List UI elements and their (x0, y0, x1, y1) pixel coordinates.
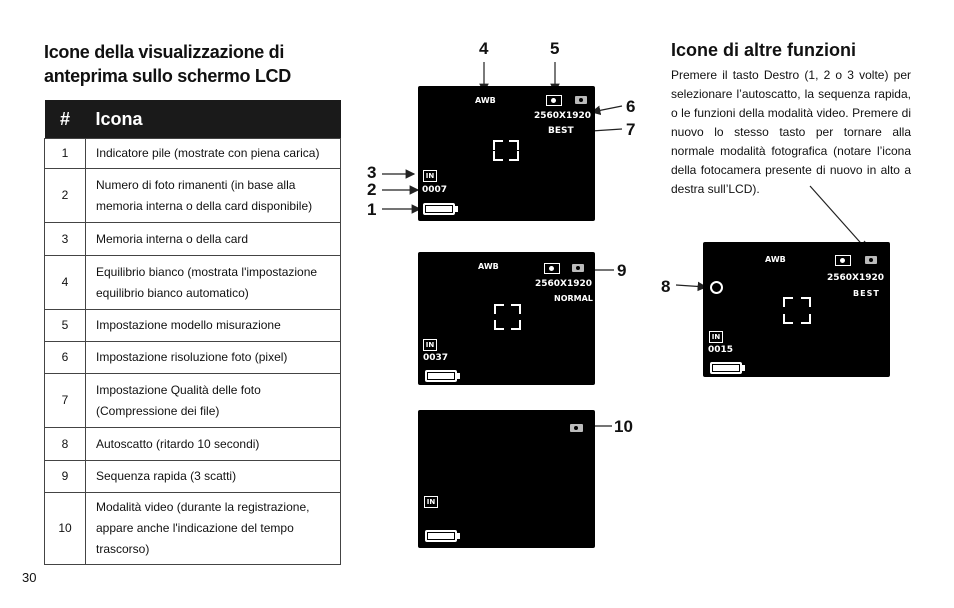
metering-icon (835, 255, 851, 266)
focus-bracket (509, 140, 519, 150)
right-section-title: Icone di altre funzioni (671, 40, 857, 60)
lcd-screen-burst (418, 252, 595, 385)
row-desc: Autoscatto (ritardo 10 secondi) (86, 428, 341, 461)
white-balance-icon: AWB (475, 96, 496, 105)
battery-icon (425, 370, 457, 382)
burst-icon (572, 264, 584, 272)
memory-in-icon: IN (424, 496, 438, 508)
resolution-label: 2560X1920 (534, 111, 592, 121)
focus-bracket (493, 140, 503, 150)
row-desc: Indicatore pile (mostrate con piena carica) (86, 139, 341, 169)
row-num: 7 (45, 374, 86, 428)
row-num: 1 (45, 139, 86, 169)
battery-icon (425, 530, 457, 542)
row-desc: Numero di foto rimanenti (in base alla memoria interna o della card disponibile) (86, 169, 341, 223)
header-icon: Icona (86, 100, 341, 139)
row-num: 9 (45, 461, 86, 493)
lcd-screen-self-timer (703, 242, 890, 377)
photo-count: 0037 (423, 353, 449, 363)
battery-icon (423, 203, 455, 215)
row-num: 10 (45, 493, 86, 565)
callout-6: 6 (626, 97, 636, 116)
memory-in-icon: IN (423, 170, 437, 182)
quality-label: BEST (853, 289, 880, 298)
row-num: 6 (45, 342, 86, 374)
header-num: # (45, 100, 86, 139)
lcd-screen-preview (418, 86, 595, 221)
lcd-screen-video (418, 410, 595, 548)
battery-fill (428, 373, 454, 379)
row-desc: Modalità video (durante la registrazione, appare anche l'indicazione del tempo trascorso) (86, 493, 341, 565)
metering-icon (544, 263, 560, 274)
focus-bracket (801, 297, 811, 307)
callout-7: 7 (626, 120, 636, 139)
video-camera-icon (570, 424, 583, 432)
focus-bracket (783, 297, 793, 307)
callout-5: 5 (550, 39, 560, 58)
camera-icon (575, 96, 587, 104)
focus-bracket (494, 320, 504, 330)
photo-count: 0015 (708, 345, 734, 355)
callout-2: 2 (367, 180, 377, 199)
row-num: 8 (45, 428, 86, 461)
row-num: 2 (45, 169, 86, 223)
left-section-title: Icone della visualizzazione di anteprima sullo schermo LCD (44, 42, 291, 86)
memory-in-icon: IN (709, 331, 723, 343)
focus-bracket (493, 151, 503, 161)
battery-fill (428, 533, 454, 539)
callout-8: 8 (661, 277, 671, 296)
focus-bracket (511, 304, 521, 314)
focus-bracket (494, 304, 504, 314)
white-balance-icon: AWB (478, 262, 499, 271)
battery-fill (713, 365, 739, 371)
focus-bracket (783, 314, 793, 324)
photo-count: 0007 (422, 185, 448, 195)
callout-1: 1 (367, 200, 377, 219)
quality-label: NORMAL (554, 294, 593, 303)
row-desc: Sequenza rapida (3 scatti) (86, 461, 341, 493)
resolution-label: 2560X1920 (535, 279, 593, 289)
right-section-body: Premere il tasto Destro (1, 2 o 3 volte) per selezionare l’autoscatto, la sequenza rapida, o le funzioni della modalità video. Premere di nuovo lo stesso tasto per tornare alla normale modalità fotografica (notare l’icona della fotocamera presente di nuovo in alto a destra sull’LCD). (671, 68, 911, 196)
row-desc: Memoria interna o della card (86, 223, 341, 256)
callout-9: 9 (617, 261, 627, 280)
row-desc: Impostazione risoluzione foto (pixel) (86, 342, 341, 374)
row-desc: Impostazione modello misurazione (86, 310, 341, 342)
white-balance-icon: AWB (765, 255, 786, 264)
row-desc: Equilibrio bianco (mostrata l'impostazione equilibrio bianco automatico) (86, 256, 341, 310)
metering-icon (546, 95, 562, 106)
page-number: 30 (22, 570, 37, 585)
resolution-label: 2560X1920 (827, 273, 885, 283)
callout-3: 3 (367, 163, 377, 182)
row-num: 3 (45, 223, 86, 256)
row-num: 5 (45, 310, 86, 342)
focus-bracket (509, 151, 519, 161)
battery-fill (426, 206, 452, 212)
focus-bracket (801, 314, 811, 324)
row-desc: Impostazione Qualità delle foto (Compressione dei file) (86, 374, 341, 428)
camera-icon (865, 256, 877, 264)
focus-bracket (511, 320, 521, 330)
self-timer-icon (710, 281, 723, 294)
row-num: 4 (45, 256, 86, 310)
callout-10: 10 (614, 417, 633, 436)
callout-4: 4 (479, 39, 489, 58)
battery-icon (710, 362, 742, 374)
quality-label: BEST (548, 126, 574, 136)
memory-in-icon: IN (423, 339, 437, 351)
